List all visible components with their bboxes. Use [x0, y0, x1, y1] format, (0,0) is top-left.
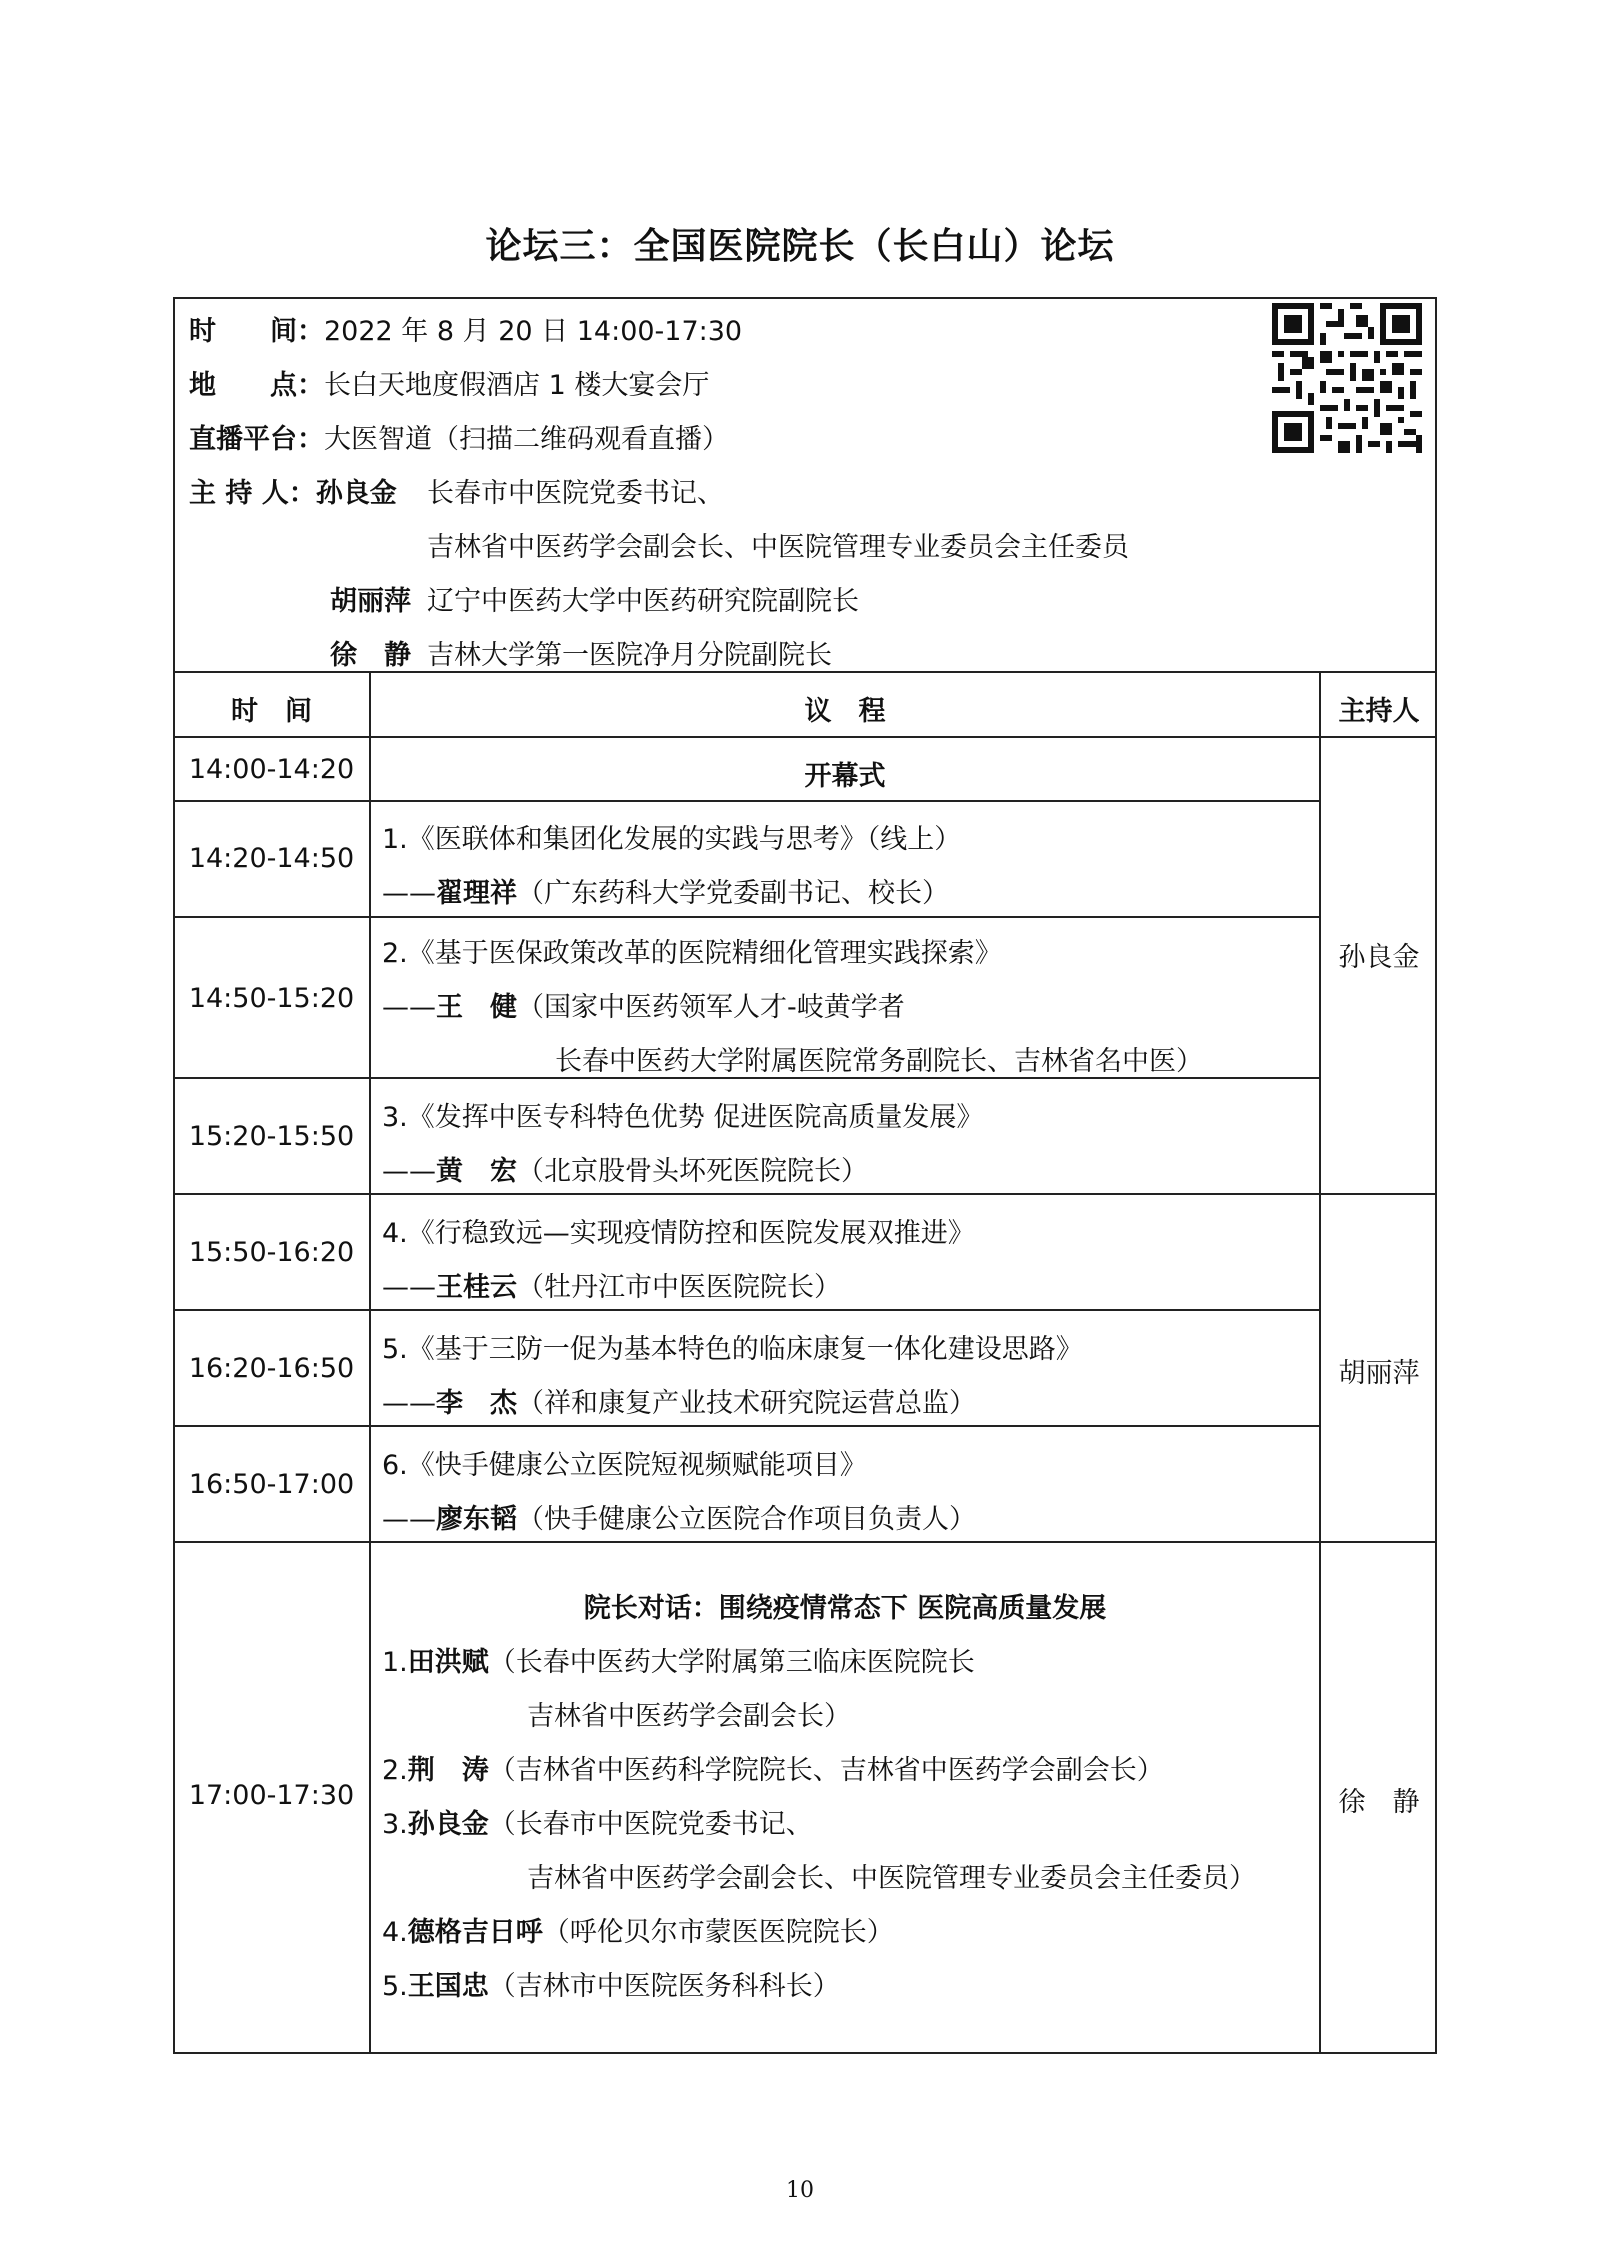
live-row: [189, 417, 729, 456]
dialogue-item-info: 吉林省中医药学会副会长、中医院管理专业委员会主任委员）: [527, 1863, 1256, 1894]
row-time: 16:50-17:00: [188, 1469, 355, 1500]
host-desc: 吉林省中医药学会副会长、中医院管理专业委员会主任委员: [427, 532, 1129, 563]
row-time: 14:00-14:20: [188, 754, 355, 785]
place-row: [189, 363, 709, 402]
agenda-title: 4.《行稳致远—实现疫情防控和医院发展双推进》: [382, 1218, 975, 1249]
forum-table: [173, 297, 1437, 2054]
host-desc: 长春市中医院党委书记、: [427, 478, 724, 509]
host-desc: 辽宁中医药大学中医药研究院副院长: [427, 586, 859, 617]
time-label: 时 间：: [189, 316, 324, 347]
agenda-speaker: ——廖东韬（快手健康公立医院合作项目负责人）: [382, 1504, 976, 1535]
live-label: 直播平台：: [189, 424, 324, 455]
header-time: 时 间: [231, 696, 312, 727]
session-host: 孙良金: [1338, 942, 1420, 973]
row-time: 17:00-17:30: [188, 1780, 355, 1811]
page-number: 10: [786, 2178, 814, 2203]
divider: [175, 1309, 1321, 1311]
row-time: 16:20-16:50: [188, 1353, 355, 1384]
agenda-speaker-info: 长春中医药大学附属医院常务副院长、吉林省名中医）: [555, 1046, 1203, 1077]
agenda-speaker: ——李 杰（祥和康复产业技术研究院运营总监）: [382, 1388, 976, 1419]
place-value: 长白天地度假酒店 1 楼大宴会厅: [324, 370, 710, 401]
agenda-speaker: ——黄 宏（北京股骨头坏死医院院长）: [382, 1156, 868, 1187]
dialogue-item: 3.孙良金（长春市中医院党委书记、: [382, 1809, 813, 1840]
agenda-title: 6.《快手健康公立医院短视频赋能项目》: [382, 1450, 867, 1481]
divider: [175, 1541, 1435, 1543]
divider: [175, 1193, 1435, 1195]
row-time: 15:20-15:50: [188, 1121, 355, 1152]
session-host: 徐 静: [1338, 1787, 1420, 1818]
divider: [175, 800, 1321, 802]
divider: [175, 916, 1321, 918]
opening-title: 开幕式: [804, 761, 886, 792]
dialogue-item: 1.田洪赋（长春中医药大学附属第三临床医院院长: [382, 1647, 975, 1678]
divider: [369, 671, 371, 2052]
agenda-title: 2.《基于医保政策改革的医院精细化管理实践探索》: [382, 938, 1002, 969]
host-name: 胡丽萍: [330, 586, 411, 617]
host-row-1: [189, 471, 397, 510]
session-host: 胡丽萍: [1338, 1358, 1420, 1389]
agenda-speaker: ——翟理祥（广东药科大学党委副书记、校长）: [382, 878, 949, 909]
host-label: 主 持 人：: [189, 478, 316, 509]
row-time: 14:20-14:50: [188, 843, 355, 874]
dialogue-item: 2.荆 涛（吉林省中医药科学院院长、吉林省中医药学会副会长）: [382, 1755, 1164, 1786]
host-name: 孙良金: [315, 478, 397, 509]
agenda-title: 1.《医联体和集团化发展的实践与思考》（线上）: [382, 824, 962, 855]
agenda-speaker: ——王 健（国家中医药领军人才-岐黄学者: [382, 992, 905, 1023]
agenda-title: 5.《基于三防一促为基本特色的临床康复一体化建设思路》: [382, 1334, 1083, 1365]
dialogue-item-info: 吉林省中医药学会副会长）: [527, 1701, 851, 1732]
dialogue-title: 院长对话：围绕疫情常态下 医院高质量发展: [583, 1593, 1107, 1624]
dialogue-item: 4.德格吉日呼（呼伦贝尔市蒙医医院院长）: [382, 1917, 894, 1948]
forum-info: [175, 299, 1435, 674]
agenda-title: 3.《发挥中医专科特色优势 促进医院高质量发展》: [382, 1102, 984, 1133]
qr-code-icon[interactable]: [1272, 303, 1422, 453]
dialogue-item: 5.王国忠（吉林市中医院医务科科长）: [382, 1971, 840, 2002]
time-value: 2022 年 8 月 20 日 14:00-17:30: [324, 316, 743, 347]
host-name: 徐 静: [330, 640, 411, 671]
divider: [175, 736, 1435, 738]
divider: [175, 671, 1435, 673]
page-title: 论坛三：全国医院院长（长白山）论坛: [485, 226, 1115, 267]
place-label: 地 点：: [189, 370, 324, 401]
agenda-speaker: ——王桂云（牡丹江市中医医院院长）: [382, 1272, 841, 1303]
row-time: 14:50-15:20: [188, 983, 355, 1014]
header-agenda: 议 程: [804, 696, 886, 727]
host-desc: 吉林大学第一医院净月分院副院长: [427, 640, 832, 671]
divider: [175, 1425, 1321, 1427]
row-time: 15:50-16:20: [188, 1237, 355, 1268]
header-host: 主持人: [1338, 696, 1420, 727]
time-row: [189, 309, 742, 348]
live-value: 大医智道（扫描二维码观看直播）: [324, 424, 729, 455]
